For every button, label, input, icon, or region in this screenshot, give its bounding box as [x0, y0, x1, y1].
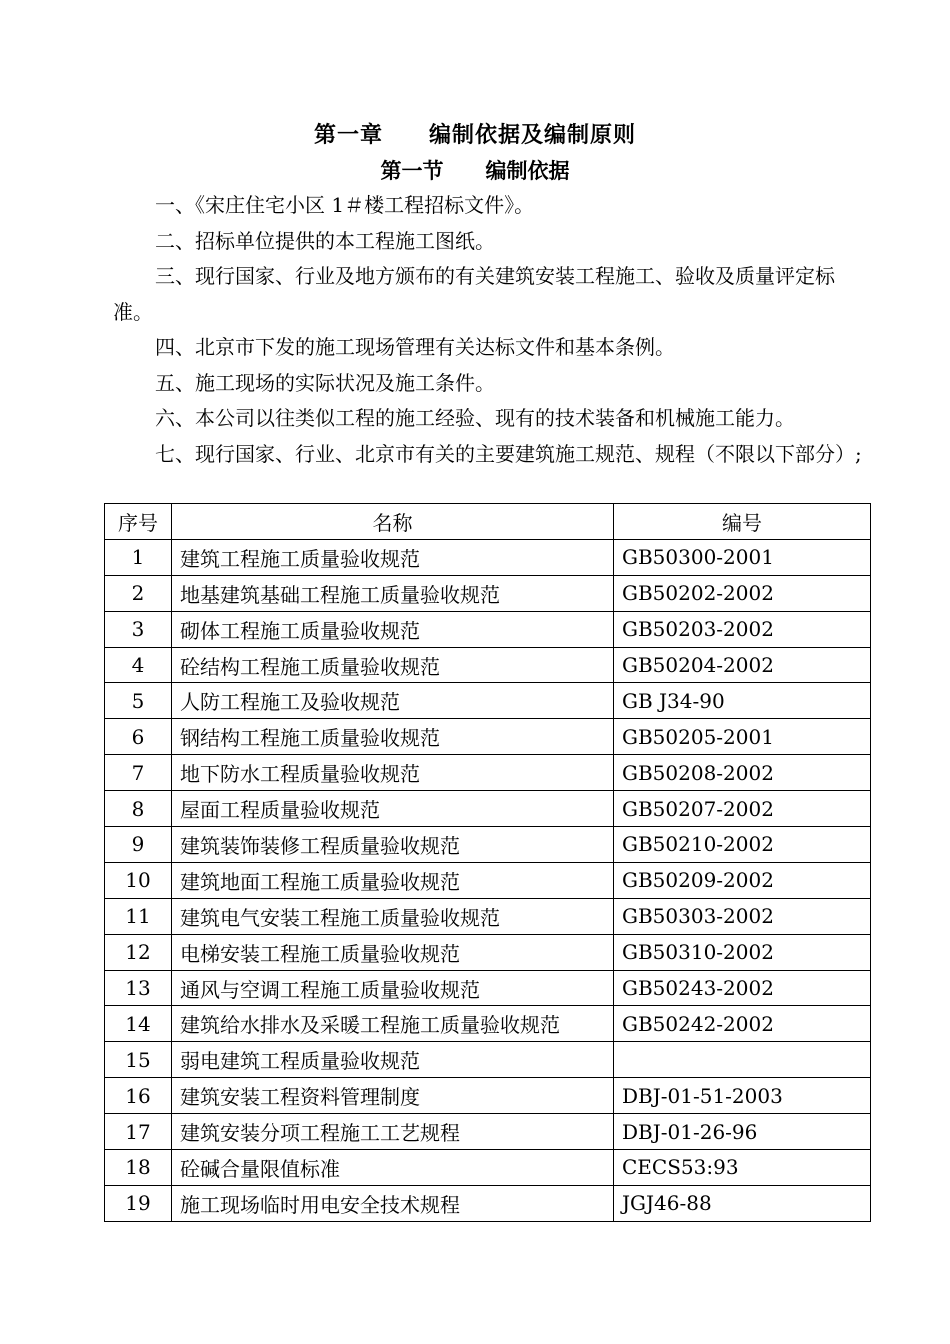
row-code: GB50204-2002 — [614, 647, 871, 683]
table-row — [105, 791, 871, 827]
row-name: 通风与空调工程施工质量验收规范 — [172, 970, 614, 1006]
row-name: 人防工程施工及验收规范 — [172, 683, 614, 719]
row-name: 建筑安装分项工程施工工艺规程 — [172, 1114, 614, 1150]
row-number: 1 — [105, 539, 172, 575]
section-title: 第一节 编制依据 — [380, 158, 570, 183]
basis-paragraph: 五、施工现场的实际状况及施工条件。 — [155, 370, 495, 395]
header-code: 编号 — [614, 504, 871, 540]
basis-list — [113, 188, 869, 472]
row-name: 建筑电气安装工程施工质量验收规范 — [172, 898, 614, 934]
row-name: 地基建筑基础工程施工质量验收规范 — [172, 575, 614, 611]
row-code — [614, 1042, 871, 1078]
row-code: GB50205-2001 — [614, 719, 871, 755]
row-number: 3 — [105, 611, 172, 647]
table-row — [105, 862, 871, 898]
table-row — [105, 539, 871, 575]
row-code: GB50203-2002 — [614, 611, 871, 647]
header-num: 序号 — [105, 504, 172, 540]
row-number: 11 — [105, 898, 172, 934]
row-number: 8 — [105, 791, 172, 827]
row-number: 2 — [105, 575, 172, 611]
row-name: 建筑装饰装修工程质量验收规范 — [172, 827, 614, 863]
row-code: GB50202-2002 — [614, 575, 871, 611]
row-number: 12 — [105, 934, 172, 970]
row-code: CECS53:93 — [614, 1150, 871, 1186]
row-number: 14 — [105, 1006, 172, 1042]
basis-paragraph: 二、招标单位提供的本工程施工图纸。 — [155, 228, 495, 253]
table-row — [105, 827, 871, 863]
row-name: 建筑给水排水及采暖工程施工质量验收规范 — [172, 1006, 614, 1042]
row-name: 砼结构工程施工质量验收规范 — [172, 647, 614, 683]
row-code: DBJ-01-26-96 — [614, 1114, 871, 1150]
standards-table — [104, 503, 871, 1222]
table-row — [105, 970, 871, 1006]
table-row — [105, 934, 871, 970]
row-code: GB50210-2002 — [614, 827, 871, 863]
row-name: 建筑安装工程资料管理制度 — [172, 1078, 614, 1114]
row-name: 电梯安装工程施工质量验收规范 — [172, 934, 614, 970]
table-row — [105, 1006, 871, 1042]
row-name: 钢结构工程施工质量验收规范 — [172, 719, 614, 755]
row-number: 7 — [105, 755, 172, 791]
table-row — [105, 575, 871, 611]
row-number: 6 — [105, 719, 172, 755]
row-name: 地下防水工程质量验收规范 — [172, 755, 614, 791]
table-row — [105, 647, 871, 683]
table-row — [105, 611, 871, 647]
row-name: 弱电建筑工程质量验收规范 — [172, 1042, 614, 1078]
row-name: 建筑工程施工质量验收规范 — [172, 539, 614, 575]
row-number: 18 — [105, 1150, 172, 1186]
basis-paragraph: 七、现行国家、行业、北京市有关的主要建筑施工规范、规程（不限以下部分）; — [155, 441, 862, 466]
table-row — [105, 683, 871, 719]
basis-paragraph: 四、北京市下发的施工现场管理有关达标文件和基本条例。 — [155, 335, 675, 359]
row-code: GB50209-2002 — [614, 862, 871, 898]
table-row — [105, 1150, 871, 1186]
row-name: 屋面工程质量验收规范 — [172, 791, 614, 827]
row-number: 15 — [105, 1042, 172, 1078]
basis-paragraph: 六、本公司以往类似工程的施工经验、现有的技术装备和机械施工能力。 — [155, 406, 795, 430]
row-number: 16 — [105, 1078, 172, 1114]
table-row — [105, 755, 871, 791]
basis-paragraph: 三、现行国家、行业及地方颁布的有关建筑安装工程施工、验收及质量评定标准。 — [113, 264, 835, 324]
row-number: 10 — [105, 862, 172, 898]
row-code: GB50300-2001 — [614, 539, 871, 575]
header-name: 名称 — [172, 504, 614, 540]
table-row — [105, 719, 871, 755]
row-code: GB50207-2002 — [614, 791, 871, 827]
table-row — [105, 1042, 871, 1078]
row-code: GB50310-2002 — [614, 934, 871, 970]
basis-paragraph: 一、《宋庄住宅小区 1＃楼工程招标文件》。 — [155, 193, 535, 217]
row-code: DBJ-01-51-2003 — [614, 1078, 871, 1114]
row-name: 施工现场临时用电安全技术规程 — [172, 1185, 614, 1221]
row-number: 13 — [105, 970, 172, 1006]
row-code: JGJ46-88 — [614, 1185, 871, 1221]
row-code: GB50242-2002 — [614, 1006, 871, 1042]
row-number: 9 — [105, 827, 172, 863]
table-row — [105, 898, 871, 934]
row-code: GB J34-90 — [614, 683, 871, 719]
row-number: 4 — [105, 647, 172, 683]
row-code: GB50243-2002 — [614, 970, 871, 1006]
row-code: GB50208-2002 — [614, 755, 871, 791]
table-row — [105, 1078, 871, 1114]
table-row — [105, 1185, 871, 1221]
row-name: 建筑地面工程施工质量验收规范 — [172, 862, 614, 898]
row-number: 17 — [105, 1114, 172, 1150]
row-code: GB50303-2002 — [614, 898, 871, 934]
row-name: 砼碱合量限值标准 — [172, 1150, 614, 1186]
chapter-title: 第一章 编制依据及编制原则 — [313, 122, 636, 148]
row-number: 5 — [105, 683, 172, 719]
table-header-row — [105, 504, 871, 540]
row-name: 砌体工程施工质量验收规范 — [172, 611, 614, 647]
row-number: 19 — [105, 1185, 172, 1221]
table-row — [105, 1114, 871, 1150]
table-body — [105, 539, 871, 1221]
